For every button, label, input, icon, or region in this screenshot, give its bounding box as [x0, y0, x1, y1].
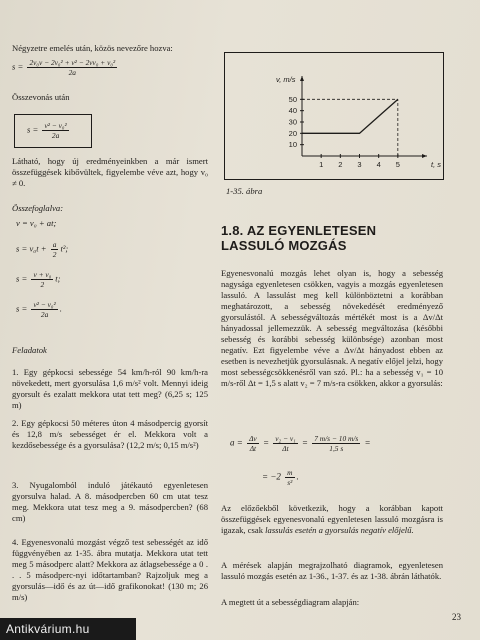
section-heading-line-2: LASSULÓ MOZGÁS [221, 238, 347, 253]
x-axis-arrow [422, 154, 427, 158]
y-tick-label: 50 [288, 94, 297, 104]
acceleration-result: = −2 $\frac{m}{\text{s²}}$ . [262, 468, 299, 487]
watermark: Antikvárium.hu [0, 618, 136, 640]
paragraph-4: A megtett út a sebességdiagram alapján: [221, 597, 360, 607]
figure-caption: 1-35. ábra [226, 186, 263, 196]
summary-eq-3: s = $\frac{\text{v + v₀}}{2}$ t; [16, 270, 61, 289]
y-tick-label: 20 [288, 128, 297, 138]
x-tick-label: 1 [319, 160, 324, 169]
series-line [302, 99, 398, 133]
equation-expanded: s = $\frac{\text{2v₀v − 2v₀² + v² − 2vv₀ + v₀²}}{2a}$ [12, 58, 116, 77]
task-1: 1. Egy gépkocsi sebessége 54 km/h-ról 90 km/h-ra növekedett, mert gyorsulása 1,6 m/s² volt. Mennyi ideig gyorsult és ezalatt mekkora utat tett meg? (6,25 s; 125 m) [12, 367, 208, 410]
x-tick-label: 3 [357, 160, 362, 169]
summary-eq-2: s = v₀t + $\frac{a}{2}$ t²; [16, 240, 69, 259]
acceleration-equation: a = $\frac{\Delta v}{\Delta t}$ = $\frac{\text{v₂ − v₁}}{\Delta t}$ = $\frac{7 m/s - 10 m/s}{1,5 s}$ = [230, 434, 371, 453]
chart-frame [225, 53, 444, 180]
velocity-time-chart [224, 52, 444, 180]
y-axis-arrow [300, 76, 304, 81]
x-tick-label: 2 [338, 160, 343, 169]
x-tick-label: 4 [376, 160, 381, 169]
intro-text: Négyzetre emelés után, közös nevezőre hozva: [12, 43, 173, 53]
boxed-equation: s = $\frac{\text{v² − v₀²}}{2a}$ [14, 114, 92, 148]
note-text: Látható, hogy új eredményeinkben a már ismert összefüggések kibővültek, figyelembe véve azt, hogy v₀ ≠ 0. [12, 156, 208, 188]
merge-text: Összevonás után [12, 92, 70, 102]
paragraph-2: Az előzőekből következik, hogy a korábban kapott összefüggések egyenesvonalú egyenletesen lassuló mozgásra is igazak, csak lassulás esetén a gyorsulás negatív előjelű. [221, 503, 443, 535]
paragraph-1: Egyenesvonalú mozgás lehet olyan is, hogy a sebesség nagysága egyenletesen csökken, vagyis a mozgás egyenletesen lassuló. A lassulást meg kell különböztetni a korábban meghatározott, a sebesség növekedését eredményező gyorsulástól. A sebességváltozás mértékét most is a Δv/Δt hányadossal jellemezzük. A sebesség megváltozása (későbbi sebesség és korábbi sebesség különbsége) azonban most negatív. Ezt figyelembe véve a Δv/Δt hányadost ebben az esetben is nevezhetjük gyorsulásnak. A negatív előjel jelzi, hogy most sebességcsökkenésről van szó. Pl.: ha a sebesség v₁ = 10 m/s-ről Δt = 1,5 s alatt v₂ = 7 m/s-ra csökken, akkor a gyorsulás: [221, 268, 443, 388]
x-axis-label: t, s [431, 160, 442, 169]
summary-label: Összefoglalva: [12, 203, 64, 213]
y-tick-label: 10 [288, 140, 297, 150]
paragraph-3: A mérések alapján megrajzolható diagramok, egyenletesen lassuló mozgás esetén az 1-36., 1-37. és az 1-38. ábrán láthatók. [221, 560, 443, 581]
y-tick-label: 40 [288, 106, 297, 116]
summary-eq-1: v = v₀ + at; [16, 218, 57, 228]
section-heading [221, 223, 441, 253]
page-number: 23 [452, 612, 461, 622]
task-2: 2. Egy gépkocsi 50 méteres úton 4 másodpercig gyorsít és 12,8 m/s sebességet ér el. Mekkora volt a kezdősebessége és a gyorsulása? (12,2 m/s; 0,15 m/s²) [12, 418, 208, 450]
tasks-title: Feladatok [12, 345, 47, 355]
task-3: 3. Nyugalomból induló játékautó egyenletesen gyorsulva halad. A 8. másodpercben 60 cm utat tesz meg. Mekkora utat tesz meg a 9. másodpercben? (68 cm) [12, 480, 208, 523]
x-tick-label: 5 [395, 160, 400, 169]
y-axis-label: v, m/s [276, 75, 296, 84]
task-4: 4. Egyenesvonalú mozgást végző test sebességét az idő függvényében az 1-35. ábra mutatja. Mekkora utat tett meg 5 másodperc alatt? Mekkora az átlagsebessége a 0 . . . 5 másodperc-nyi időtartamban? Rajzoljuk meg a gyorsulás—idő és az út—idő grafikonokat! (130 m; 26 m/s) [12, 537, 208, 602]
section-heading-line-1: 1.8. AZ EGYENLETESEN [221, 223, 377, 238]
y-tick-label: 30 [288, 117, 297, 127]
summary-eq-4: s = $\frac{\text{v² − v₀²}}{2a}$ . [16, 300, 62, 319]
